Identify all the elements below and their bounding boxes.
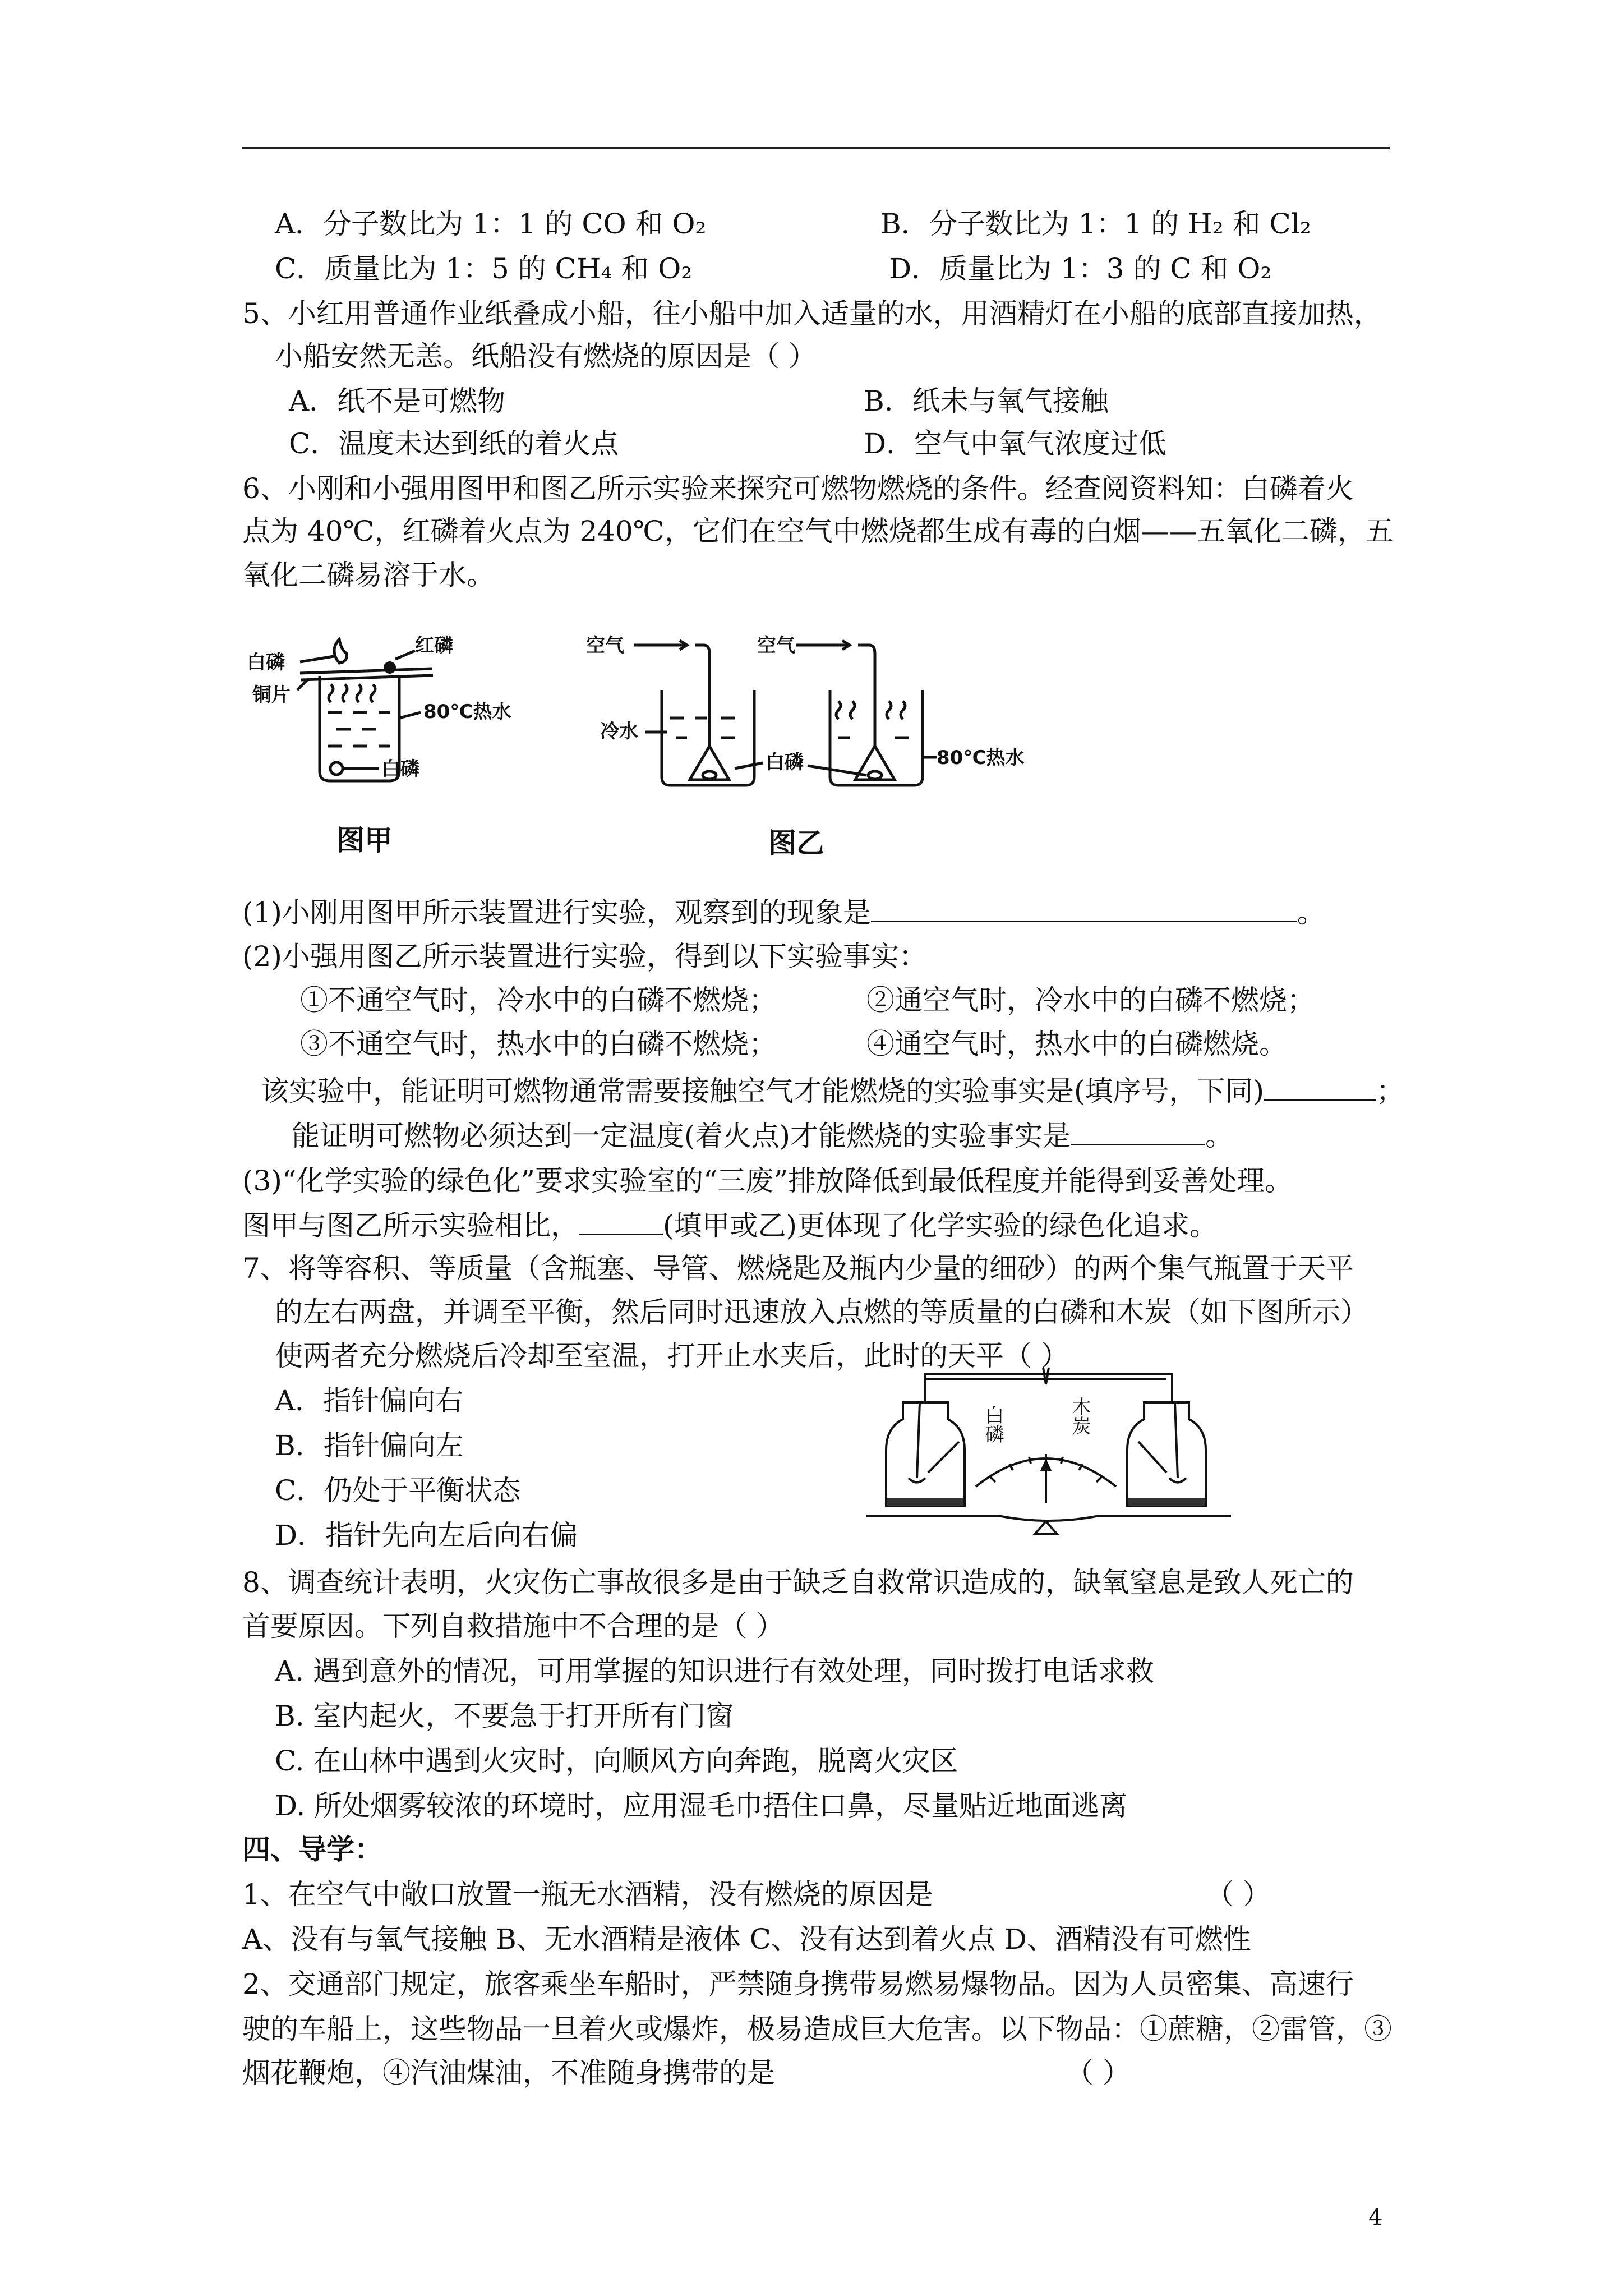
figure-jia xyxy=(247,628,561,875)
q6-part3-line1: (3)“化学实验的绿色化”要求实验室的“三废”排放降低到最低程度并能得到妥善处理。 xyxy=(242,1165,1293,1197)
q8-option-a: A. 遇到意外的情况，可用掌握的知识进行有效处理，同时拨打电话求救 xyxy=(275,1655,1154,1687)
q7-option-d: D．指针先向左后向右偏 xyxy=(275,1519,578,1552)
figure-yi xyxy=(583,628,1077,875)
fig-yi-caption: 图乙 xyxy=(768,827,824,859)
header-rule xyxy=(242,147,1390,149)
q6-stem-line2: 点为 40℃，红磷着火点为 240℃，它们在空气中燃烧都生成有毒的白烟——五氧化二磷，五 xyxy=(242,515,1394,547)
q6-stem-line1: 6、小刚和小强用图甲和图乙所示实验来探究可燃物燃烧的条件。经查阅资料知：白磷着火 xyxy=(242,472,1354,505)
q6-fact-4: ④通空气时，热水中的白磷燃烧。 xyxy=(866,1028,1287,1060)
fig-jia-label-red-p: 红磷 xyxy=(415,634,453,657)
q6-part2-blank-a[interactable] xyxy=(1264,1073,1376,1101)
sec4-q2-line3: 烟花鞭炮，④汽油煤油，不准随身携带的是 xyxy=(242,2056,775,2089)
q6-stem-line3: 氧化二磷易溶于水。 xyxy=(242,559,495,591)
sec4-q1-paren: （ ） xyxy=(1206,1878,1271,1911)
section-4-title: 四、导学： xyxy=(242,1833,382,1866)
q8-option-c: C. 在山林中遇到火灾时，向顺风方向奔跑，脱离火灾区 xyxy=(275,1745,958,1777)
q7-option-c: C．仍处于平衡状态 xyxy=(275,1474,521,1507)
page-number: 4 xyxy=(1368,2205,1383,2230)
q7-stem-line1: 7、将等容积、等质量（含瓶塞、导管、燃烧匙及瓶内少量的细砂）的两个集气瓶置于天平 xyxy=(242,1252,1354,1285)
q4-option-b: B．分子数比为 1：1 的 H₂ 和 Cl₂ xyxy=(880,208,1311,240)
q6-part3-blank[interactable] xyxy=(579,1208,663,1235)
q5-option-d: D．空气中氧气浓度过低 xyxy=(864,427,1167,460)
q8-stem-line2: 首要原因。下列自救措施中不合理的是（ ） xyxy=(242,1610,784,1642)
fig-yi-label-white-p: 白磷 xyxy=(766,751,804,774)
fig-yi-label-cold-water: 冷水 xyxy=(600,720,638,743)
q5-stem-line2: 小船安然无恙。纸船没有燃烧的原因是（ ） xyxy=(275,340,817,372)
q7-stem-line3: 使两者充分燃烧后冷却至室温，打开止水夹后，此时的天平（ ） xyxy=(275,1340,1069,1372)
q5-option-a: A．纸不是可燃物 xyxy=(289,385,506,417)
q8-option-d: D. 所处烟雾较浓的环境时，应用湿毛巾捂住口鼻，尽量贴近地面逃离 xyxy=(275,1789,1128,1822)
fig-jia-label-white-p-top: 白磷 xyxy=(247,651,285,674)
q4-option-a: A．分子数比为 1：1 的 CO 和 O₂ xyxy=(275,208,707,240)
q7-option-b: B．指针偏向左 xyxy=(275,1429,464,1462)
fig-yi-label-hot-water: 80℃热水 xyxy=(937,747,1025,769)
sec4-q1-options: A、没有与氧气接触 B、无水酒精是液体 C、没有达到着火点 D、酒精没有可燃性 xyxy=(242,1923,1251,1955)
q5-option-c: C．温度未达到纸的着火点 xyxy=(289,427,619,460)
q6-part1: (1)小刚用图甲所示装置进行实验，观察到的现象是 。 xyxy=(242,893,1325,932)
sec4-q2-line2: 驶的车船上，这些物品一旦着火或爆炸，极易造成巨大危害。以下物品：①蔗糖，②雷管，③ xyxy=(242,2013,1392,2045)
sec4-q1-stem: 1、在空气中敞口放置一瓶无水酒精，没有燃烧的原因是 xyxy=(242,1878,933,1911)
q8-stem-line1: 8、调查统计表明，火灾伤亡事故很多是由于缺乏自救常识造成的，缺氧窒息是致人死亡的 xyxy=(242,1566,1354,1599)
q6-part2-question-a: 该实验中，能证明可燃物通常需要接触空气才能燃烧的实验事实是(填序号，下同) ； xyxy=(261,1071,1404,1111)
q6-part3-line2: 图甲与图乙所示实验相比， (填甲或乙)更体现了化学实验的绿色化追求。 xyxy=(242,1206,1218,1245)
fig-balance-label-white-p: 白磷 xyxy=(981,1405,1004,1443)
q6-fact-2: ②通空气时，冷水中的白磷不燃烧； xyxy=(866,984,1315,1016)
q4-option-c: C．质量比为 1：5 的 CH₄ 和 O₂ xyxy=(275,252,693,285)
sec4-q2-paren: （ ） xyxy=(1066,2056,1131,2089)
q6-fact-3: ③不通空气时，热水中的白磷不燃烧； xyxy=(300,1028,777,1060)
q7-stem-line2: 的左右两盘，并调至平衡，然后同时迅速放入点燃的等质量的白磷和木炭（如下图所示） xyxy=(275,1296,1368,1328)
fig-jia-label-white-p-bottom: 白磷 xyxy=(381,758,419,780)
q5-option-b: B．纸未与氧气接触 xyxy=(864,385,1109,417)
q6-part2-intro: (2)小强用图乙所示装置进行实验，得到以下实验事实： xyxy=(242,940,927,973)
fig-yi-label-air-right: 空气 xyxy=(757,634,795,657)
fig-jia-caption: 图甲 xyxy=(336,824,393,857)
fig-jia-label-copper: 铜片 xyxy=(252,684,291,706)
figure-balance xyxy=(864,1358,1234,1559)
q5-stem-line1: 5、小红用普通作业纸叠成小船，往小船中加入适量的水，用酒精灯在小船的底部直接加热， xyxy=(242,297,1382,330)
q6-part2-question-b: 能证明可燃物必须达到一定温度(着火点)才能燃烧的实验事实是 。 xyxy=(292,1116,1233,1156)
fig-jia-label-hot-water: 80℃热水 xyxy=(423,701,511,723)
q6-fact-1: ①不通空气时，冷水中的白磷不燃烧； xyxy=(300,984,777,1016)
q4-option-d: D．质量比为 1：3 的 C 和 O₂ xyxy=(889,252,1272,285)
q7-option-a: A．指针偏向右 xyxy=(275,1384,464,1417)
fig-yi-label-air-left: 空气 xyxy=(586,634,624,657)
sec4-q2-line1: 2、交通部门规定，旅客乘坐车船时，严禁随身携带易燃易爆物品。因为人员密集、高速行 xyxy=(242,1968,1354,2000)
fig-balance-label-charcoal: 木炭 xyxy=(1068,1397,1091,1435)
q6-part2-blank-b[interactable] xyxy=(1071,1118,1205,1145)
q6-part1-answer-blank[interactable] xyxy=(871,895,1297,922)
q8-option-b: B. 室内起火，不要急于打开所有门窗 xyxy=(275,1700,734,1732)
